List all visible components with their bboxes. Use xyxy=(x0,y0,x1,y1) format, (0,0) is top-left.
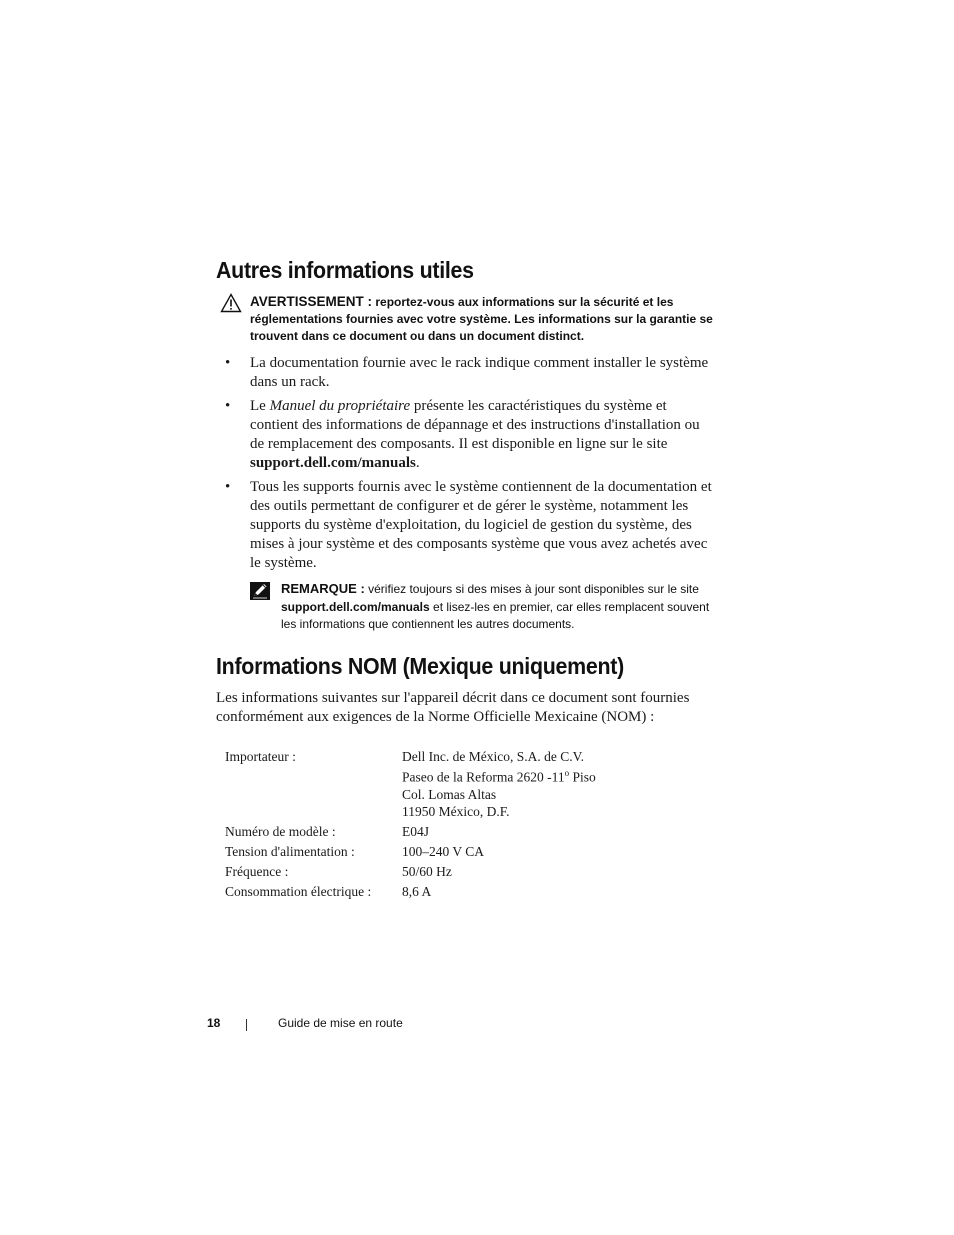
consumption-value: 8,6 A xyxy=(402,883,432,899)
frequency-label: Fréquence : xyxy=(225,863,289,879)
table-row xyxy=(222,880,599,900)
consumption-label: Consommation électrique : xyxy=(225,883,372,899)
note-pencil-icon xyxy=(250,582,270,600)
section-title-other-info: Autres informations utiles xyxy=(216,257,474,283)
importer-value: Dell Inc. de México, S.A. de C.V. Paseo de la Reforma 2620 -11$^o$ Piso Col. Lomas Altas 11950 México, D.F. xyxy=(402,749,596,819)
footer-title: Guide de mise en route xyxy=(278,1016,403,1030)
support-link[interactable]: support.dell.com/manuals xyxy=(281,599,430,614)
nom-intro: Les informations suivantes sur l'appareil décrit dans ce document sont fournies conformément aux exigences de la Norme Officielle Mexicaine (NOM) : xyxy=(216,690,690,725)
support-link[interactable]: support.dell.com/manuals xyxy=(250,455,416,471)
warning-triangle-icon xyxy=(220,293,242,313)
bullet-text: Tous les supports fournis avec le système contiennent de la documentation et des outils permettant de configurer et de gérer le système, notamment les supports du système d'exploitation, du logiciel de gestion du système, des mises à jour système et des composants système que vous avez achetés avec le système. xyxy=(250,479,712,571)
table-row xyxy=(222,820,599,840)
manual-title: Manuel du propriétaire xyxy=(269,398,411,414)
model-value: E04J xyxy=(402,823,429,839)
voltage-label: Tension d'alimentation : xyxy=(225,843,355,859)
warning-block xyxy=(216,293,716,345)
bullet-text: La documentation fournie avec le rack indique comment installer le système dans un rack. xyxy=(250,355,709,390)
warning-label: AVERTISSEMENT : xyxy=(250,294,373,309)
model-label: Numéro de modèle : xyxy=(225,823,336,839)
section-title-nom: Informations NOM (Mexique uniquement) xyxy=(216,653,624,679)
bullet-mid: présente les caractéristiques du système et contient des informations de dépannage et des instructions d'installation ou de remplacement des composants. Il est disponible en ligne sur le site xyxy=(250,398,700,452)
voltage-value: 100–240 V CA xyxy=(402,843,485,859)
info-bullet-list xyxy=(216,354,716,578)
note-label: REMARQUE : xyxy=(281,581,365,596)
importer-label: Importateur : xyxy=(225,749,296,764)
table-row xyxy=(222,860,599,880)
table-row xyxy=(222,840,599,860)
list-item: • Tous les supports fournis avec le système contiennent de la documentation et des outils permettant de configurer et de gérer le système, notamment les supports du système d'exploitation, du logiciel de gestion du système, des mises à jour système et des composants système que vous avez achetés avec le système. xyxy=(225,479,712,571)
note-block xyxy=(250,580,720,634)
warning-body: reportez-vous aux informations sur la sécurité et les réglementations fournies avec votre système. Les informations sur la garantie se trouvent dans ce document ou dans un document distinct. xyxy=(250,295,713,343)
nom-info-table xyxy=(222,748,599,900)
page-number: 18 xyxy=(207,1016,221,1030)
list-item: • La documentation fournie avec le rack indique comment installer le système dans un rack. xyxy=(225,355,709,390)
bullet-pre: Le xyxy=(250,398,270,414)
warning-text xyxy=(250,293,716,345)
frequency-value: 50/60 Hz xyxy=(402,863,452,879)
list-item: • Le Manuel du propriétaire présente les caractéristiques du système et contient des informations de dépannage et des instructions d'installation ou de remplacement des composants. Il est disponible en ligne sur le site support.dell.com/manuals. xyxy=(225,398,700,471)
table-row xyxy=(222,748,599,820)
footer-divider xyxy=(246,1019,247,1031)
note-text: REMARQUE : vérifiez toujours si des mises à jour sont disponibles sur le site support.dell.com/manuals et lisez-les en premier, car elles remplacent souvent les informations que contiennent les autres documents. xyxy=(281,581,710,631)
